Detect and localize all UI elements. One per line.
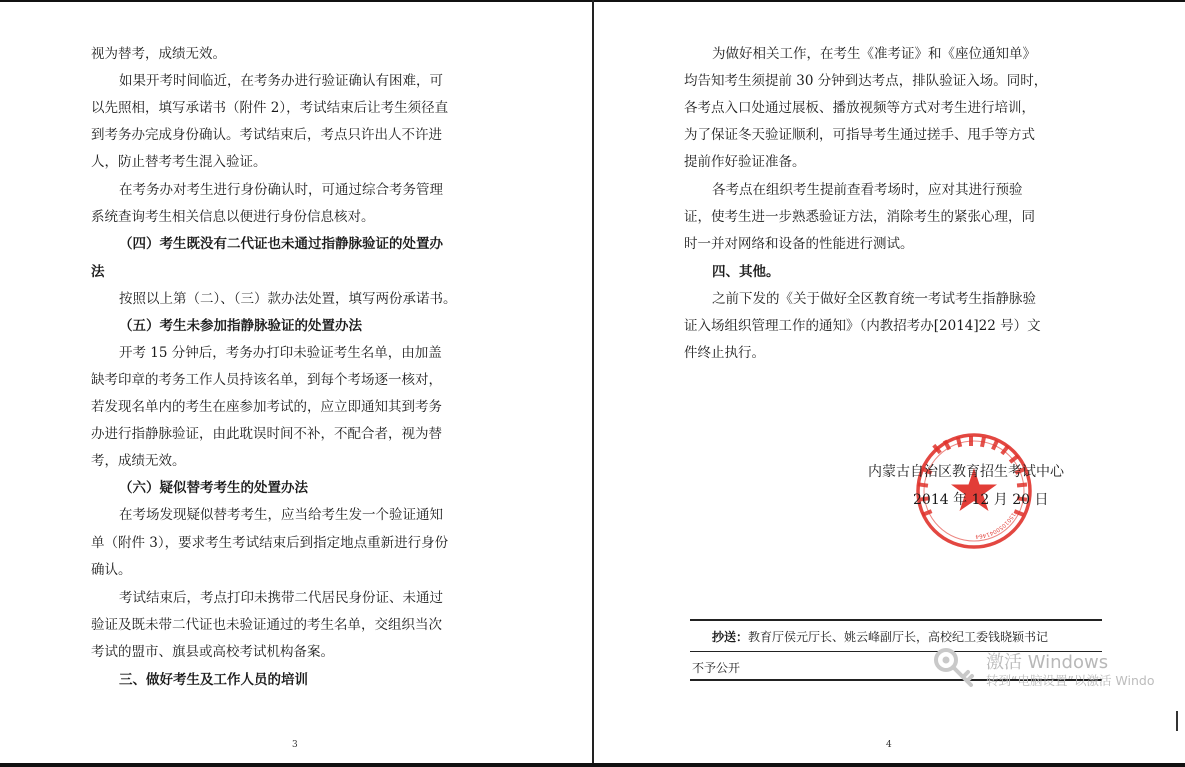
text-line: 证，使考生进一步熟悉验证方法，消除考生的紧张心理，同 — [684, 209, 1035, 225]
text-cursor — [1176, 711, 1178, 731]
section-heading-cont: 法 — [91, 264, 105, 280]
text-line: 以先照相，填写承诺书（附件 2），考试结束后让考生须径直 — [91, 100, 449, 116]
cc-top-rule — [690, 619, 1102, 621]
page-number: 3 — [292, 740, 298, 750]
text-line: 缺考印章的考务工作人员持该名单，到每个考场逐一核对， — [91, 372, 442, 388]
page-number: 4 — [886, 740, 892, 750]
document-page-3 — [0, 0, 592, 763]
text-line: 提前作好验证准备。 — [684, 154, 806, 170]
section-heading: （五）考生未参加指静脉验证的处置办法 — [119, 318, 362, 334]
text-line: 到考务办完成身份确认。考试结束后，考点只许出人不许进 — [91, 127, 442, 143]
text-line: 件终止执行。 — [684, 345, 765, 361]
section-heading: （四）考生既没有二代证也未通过指静脉验证的处置办 — [119, 236, 443, 252]
text-line: 系统查询考生相关信息以便进行身份信息核对。 — [91, 209, 375, 225]
text-line: 人，防止替考考生混入验证。 — [91, 154, 267, 170]
cc-label: 抄送： — [712, 630, 749, 644]
issue-date: 2014 年 12 月 20 日 — [913, 492, 1049, 508]
text-line: 考，成绩无效。 — [91, 453, 186, 469]
text-line: 各考点入口处通过展板、播放视频等方式对考生进行培训， — [684, 100, 1035, 116]
text-line: 各考点在组织考生提前查看考场时，应对其进行预验 — [712, 182, 1023, 198]
issuing-organization: 内蒙古自治区教育招生考试中心 — [868, 464, 1064, 480]
text-line: 为做好相关工作，在考生《准考证》和《座位通知单》 — [712, 46, 1036, 62]
text-line: 考试的盟市、旗县或高校考试机构备案。 — [91, 644, 334, 660]
text-line: 之前下发的《关于做好全区教育统一考试考生指静脉验 — [712, 291, 1036, 307]
text-line: 确认。 — [91, 562, 132, 578]
cc-recipients: 教育厅侯元厅长、姚云峰副厅长，高校纪工委钱晓颖书记 — [748, 630, 1049, 644]
text-line: 视为替考，成绩无效。 — [91, 46, 226, 62]
cc-note: 不予公开 — [692, 661, 741, 675]
text-line: 若发现名单内的考生在座参加考试的，应立即通知其到考务 — [91, 399, 442, 415]
text-line: 验证及既未带二代证也未验证通过的考生名单，交组织当次 — [91, 617, 442, 633]
text-line: 办进行指静脉验证，由此耽误时间不补，不配合者，视为替 — [91, 426, 442, 442]
text-line: 为了保证冬天验证顺利，可指导考生通过搓手、甩手等方式 — [684, 127, 1035, 143]
chapter-heading: 三、做好考生及工作人员的培训 — [119, 672, 308, 688]
key-icon — [931, 645, 977, 691]
text-line: 时一并对网络和设备的性能进行测试。 — [684, 236, 914, 252]
seal-number: 1501050041464 — [975, 511, 1017, 540]
window-bottom-border — [0, 763, 1185, 767]
text-line: 如果开考时间临近，在考务办进行验证确认有困难，可 — [119, 73, 443, 89]
cc-line — [712, 628, 1048, 645]
text-line: 单（附件 3），要求考生考试结束后到指定地点重新进行身份 — [91, 535, 449, 551]
text-line: 证入场组织管理工作的通知》（内教招考办[2014]22 号）文 — [684, 318, 1041, 334]
text-line: 开考 15 分钟后，考务办打印未验证考生名单，由加盖 — [119, 345, 442, 361]
activate-windows-subtitle: 转到“电脑设置”以激活 Windo — [986, 673, 1155, 688]
section-heading: （六）疑似替考考生的处置办法 — [119, 480, 308, 496]
text-line: 在考务办对考生进行身份确认时，可通过综合考务管理 — [119, 182, 443, 198]
chapter-heading: 四、其他。 — [712, 264, 780, 280]
activate-windows-title: 激活 Windows — [986, 652, 1109, 673]
text-line: 均告知考生须提前 30 分钟到达考点，排队验证入场。同时， — [684, 73, 1048, 89]
text-line: 在考场发现疑似替考考生，应当给考生发一个验证通知 — [119, 507, 443, 523]
text-line: 按照以上第（二）、（三）款办法处置，填写两份承诺书。 — [119, 291, 457, 307]
text-line: 考试结束后，考点打印未携带二代居民身份证、未通过 — [119, 590, 443, 606]
